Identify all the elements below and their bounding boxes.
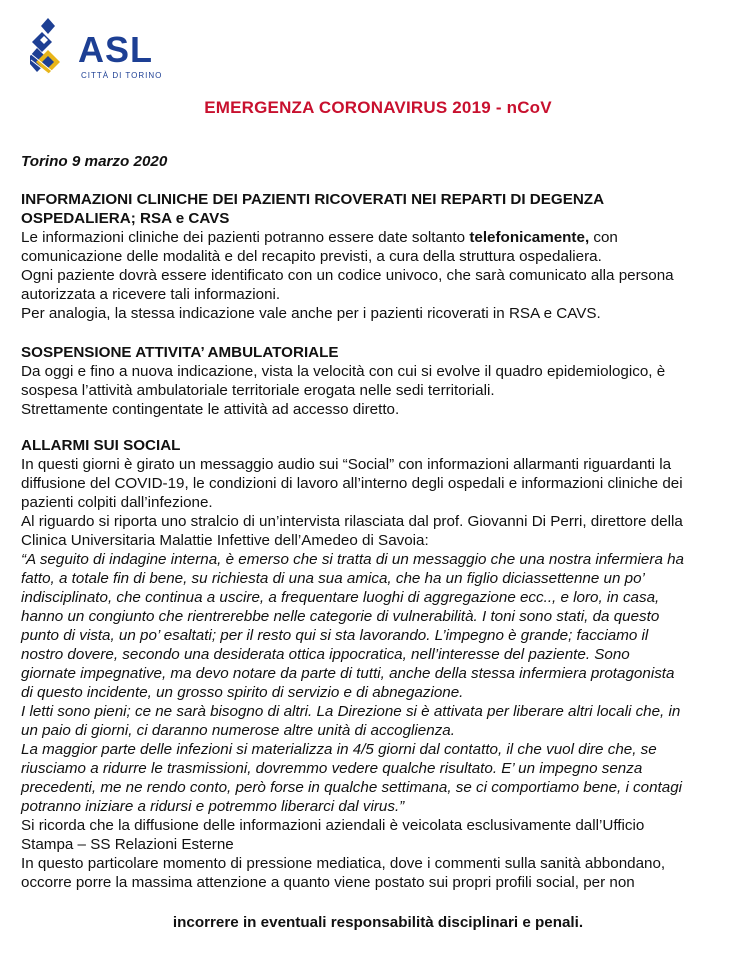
section2-paragraph-line: Strettamente contingentate le attività ad accesso diretto. [21, 401, 400, 418]
section1-heading-line2: OSPEDALIERA; RSA e CAVS [21, 210, 230, 227]
asl-logo [28, 14, 168, 84]
document-title: EMERGENZA CORONAVIRUS 2019 - nCoV [204, 98, 552, 117]
section3-intro-line: diffusione del COVID-19, le condizioni di lavoro all’interno degli ospedali e informazioni cliniche dei [21, 475, 683, 492]
quote-line: di questo incidente, un grosso spirito di servizio e di abnegazione. [21, 684, 464, 701]
quote-line: potranno iniziare a ridursi e potremmo liberarci dal virus.” [21, 798, 405, 815]
quote-line: un paio di giorni, ci daranno numerose altre unità di accoglienza. [21, 722, 455, 739]
section2-paragraph-line: Da oggi e fino a nuova indicazione, vista la velocità con cui si evolve il quadro epidemiologico, è [21, 363, 666, 380]
section1-paragraph-line: Ogni paziente dovrà essere identificato con un codice univoco, che sarà comunicato alla persona [21, 267, 674, 284]
section1-paragraph-line: Per analogia, la stessa indicazione vale anche per i pazienti ricoverati in RSA e CAVS. [21, 305, 601, 322]
section2-heading: SOSPENSIONE ATTIVITA’ AMBULATORIALE [21, 344, 339, 361]
section1-paragraph-line: Le informazioni cliniche dei pazienti potranno essere date soltanto telefonicamente, con [21, 229, 618, 246]
section3-heading: ALLARMI SUI SOCIAL [21, 437, 181, 454]
section3-intro-line: Clinica Universitaria Malattie Infettive dell’Amedeo di Savoia: [21, 532, 429, 549]
section3-outro-line: Si ricorda che la diffusione delle informazioni aziendali è veicolata esclusivamente dall’Ufficio [21, 817, 645, 834]
emphasis-telefonicamente: telefonicamente, [469, 229, 590, 246]
quote-line: indisciplinato, che continua a uscire, a frequentare luoghi di aggregazione ecc.., e loro, in casa, [21, 589, 660, 606]
quote-line: punto di vista, un po’ esaltati; per il resto qui si sta lavorando. L’impegno è grande; facciamo il [21, 627, 649, 644]
quote-line: “A seguito di indagine interna, è emerso che si tratta di un messaggio che una nostra infermiera ha [21, 551, 684, 568]
quote-line: hanno un congiunto che rientrerebbe nelle categorie di vulnerabilità. I toni sono stati, da questo [21, 608, 660, 625]
asl-logo-icon [28, 14, 78, 84]
section1-paragraph-line: comunicazione delle modalità e del recapito previsti, a cura della struttura ospedaliera. [21, 248, 602, 265]
section2-paragraph-line: sospesa l’attività ambulatoriale territoriale erogata nelle sedi territoriali. [21, 382, 495, 399]
section3-intro-line: Al riguardo si riporta uno stralcio di un’intervista rilasciata dal prof. Giovanni Di Perri, direttore della [21, 513, 683, 530]
quote-line: La maggior parte delle infezioni si materializza in 4/5 giorni dal contatto, il che vuol dire che, se [21, 741, 657, 758]
section3-outro-line: Stampa – SS Relazioni Esterne [21, 836, 234, 853]
section3-intro-line: pazienti colpiti dall’infezione. [21, 494, 213, 511]
quote-line: nostro dovere, secondo una desiderata ottica ippocratica, nell’interesse del paziente. Sono [21, 646, 630, 663]
logo-text: ASL [78, 29, 153, 70]
quote-line: fatto, a totale fin di bene, su richiesta di una sua amica, che ha un figlio diciassettenne un po’ [21, 570, 645, 587]
section1-paragraph-line: autorizzata a ricevere tali informazioni. [21, 286, 281, 303]
document-date: Torino 9 marzo 2020 [21, 153, 168, 170]
section3-outro-line: In questo particolare momento di pressione mediatica, dove i commenti sulla sanità abbondano, [21, 855, 666, 872]
quote-line: riusciamo a ridurre le trasmissioni, dovremmo vedere qualche risultato. E’ un impegno senza [21, 760, 643, 777]
quote-line: I letti sono pieni; ce ne sarà bisogno di altri. La Direzione si è attivata per liberare altri locali che, in [21, 703, 681, 720]
closing-statement: incorrere in eventuali responsabilità disciplinari e penali. [172, 914, 584, 931]
quote-line: precedenti, me ne rendo conto, però forse in qualche settimana, se ci comportiamo bene, i contagi [21, 779, 683, 796]
section3-outro-line: occorre porre la massima attenzione a quanto viene postato sui propri profili social, per non [21, 874, 635, 891]
logo-subtitle: CITTÀ DI TORINO [81, 71, 163, 80]
section1-heading-line1: INFORMAZIONI CLINICHE DEI PAZIENTI RICOVERATI NEI REPARTI DI DEGENZA [21, 191, 605, 208]
section3-intro-line: In questi giorni è girato un messaggio audio sui “Social” con informazioni allarmanti riguardanti la [21, 456, 672, 473]
quote-line: giornate impegnative, ma devo notare da parte di tutti, anche della stessa infermiera protagonista [21, 665, 675, 682]
